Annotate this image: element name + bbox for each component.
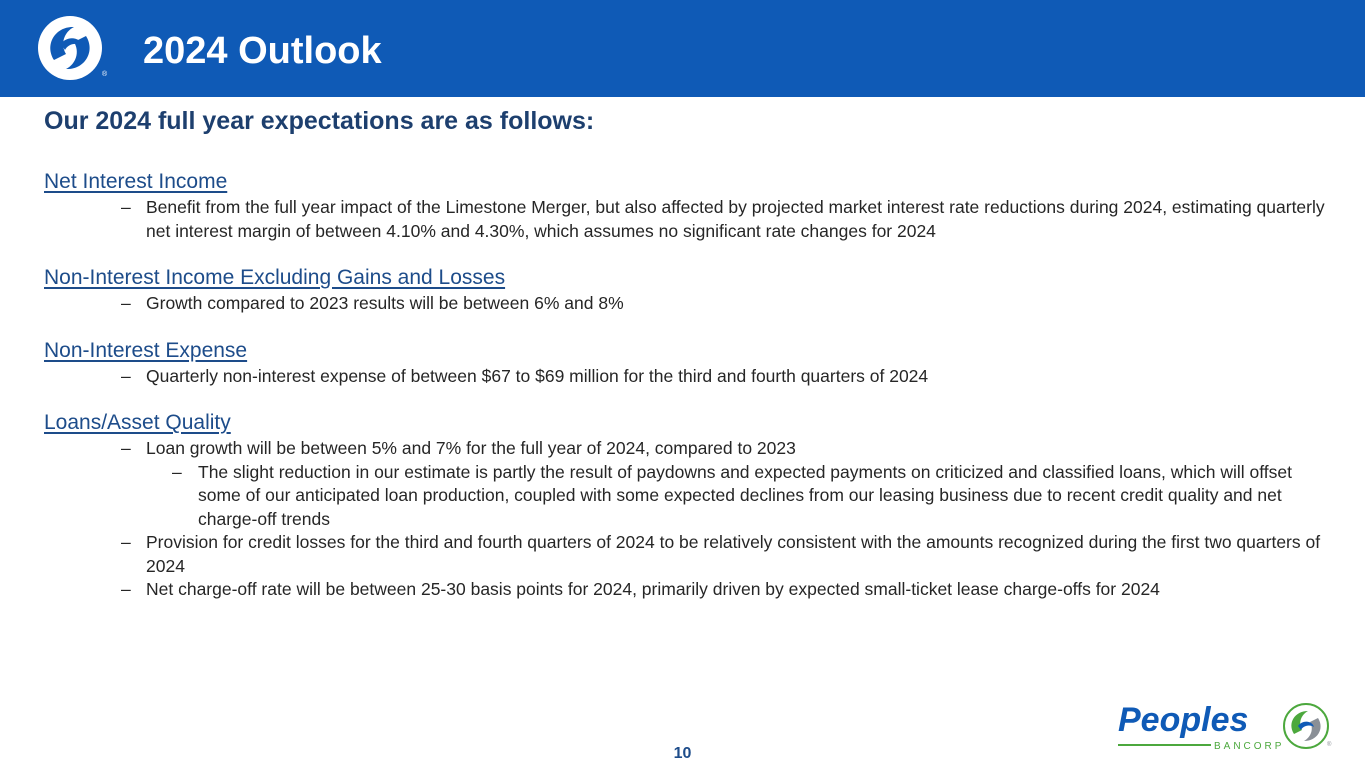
section-loans-asset-quality — [44, 409, 1334, 602]
outlook-content — [44, 168, 1334, 623]
intro-heading: Our 2024 full year expectations are as follows: — [44, 107, 595, 135]
sub-bullet-item — [44, 461, 1334, 532]
bullet-item — [44, 292, 1334, 316]
brand-sub: BANCORP — [1214, 741, 1285, 752]
registered-mark: ® — [1327, 742, 1332, 748]
bullet-item — [44, 365, 1334, 389]
bullet-dash: – — [121, 293, 131, 313]
section-heading: Non-Interest Expense — [44, 338, 248, 362]
bullet-dash: – — [121, 579, 131, 599]
bullet-text: Net charge-off rate will be between 25-30 basis points for 2024, primarily driven by expected small-ticket lease charge-offs for 2024 — [146, 579, 1160, 599]
bullet-item — [44, 196, 1334, 243]
bullet-dash: – — [172, 461, 182, 482]
bullet-dash: – — [121, 197, 131, 217]
section-heading: Non-Interest Income Excluding Gains and Losses — [44, 266, 506, 289]
section-non-interest-expense — [44, 337, 1334, 389]
svg-text:®: ® — [102, 71, 108, 78]
brand-name: Peoples — [1118, 701, 1249, 739]
bullet-text: Benefit from the full year impact of the Limestone Merger, but also affected by projected market interest rate reductions during 2024, estimating quarterly net interest margin of between 4.10% and 4.30%, which assumes no significant rate changes for 2024 — [146, 197, 1325, 241]
section-heading: Loans/Asset Quality — [44, 411, 231, 434]
section-heading: Net Interest Income — [44, 170, 228, 193]
section-non-interest-income — [44, 264, 1334, 316]
bullet-text: Quarterly non-interest expense of between $67 to $69 million for the third and fourth quarters of 2024 — [146, 365, 929, 386]
bullet-dash: – — [121, 532, 131, 552]
title-bar — [0, 0, 1365, 97]
bullet-text: Provision for credit losses for the third and fourth quarters of 2024 to be relatively consistent with the amounts recognized during the first two quarters of 2024 — [146, 532, 1321, 576]
peoples-swirl-icon — [1284, 704, 1328, 748]
bullet-text: Growth compared to 2023 results will be between 6% and 8% — [146, 293, 624, 313]
bullet-text: The slight reduction in our estimate is partly the result of paydowns and expected payments on criticized and classified loans, which will offset some of our anticipated loan production, coupled with some expected declines from our leasing business due to recent credit quality and net charge-off trends — [198, 461, 1292, 529]
bullet-dash: – — [121, 365, 131, 386]
page-title: 2024 Outlook — [143, 30, 382, 72]
bullet-item — [44, 437, 1334, 461]
page-number: 10 — [673, 745, 692, 762]
bullet-item — [44, 578, 1334, 602]
peoples-swirl-icon — [36, 14, 108, 82]
bullet-dash: – — [121, 438, 131, 458]
bullet-item — [44, 531, 1334, 578]
bullet-text: Loan growth will be between 5% and 7% for the full year of 2024, compared to 2023 — [146, 438, 796, 458]
section-net-interest-income — [44, 168, 1334, 243]
